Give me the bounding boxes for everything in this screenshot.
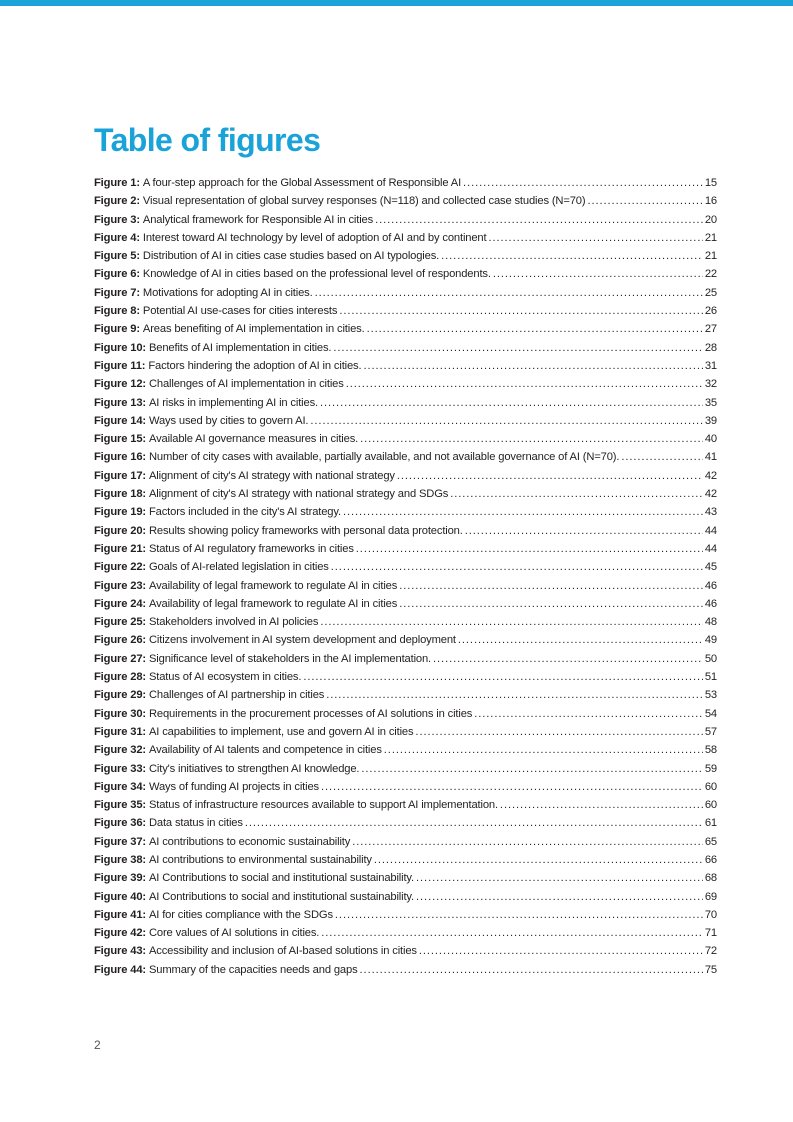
- figure-caption: Challenges of AI partnership in cities: [148, 689, 325, 702]
- figure-label: Figure 6:: [94, 268, 140, 281]
- toc-entry[interactable]: [94, 796, 717, 814]
- dot-leader: [346, 375, 703, 393]
- dot-leader: [450, 485, 703, 503]
- figure-label: Figure 17:: [94, 469, 146, 482]
- figure-caption: AI Contributions to social and institutional sustainability.: [148, 872, 415, 885]
- dot-leader: [416, 869, 703, 887]
- figure-label: Figure 37:: [94, 835, 146, 848]
- dot-leader: [356, 540, 703, 558]
- figure-label: Figure 3:: [94, 213, 140, 226]
- figure-caption: Factors hindering the adoption of AI in cities.: [148, 359, 362, 372]
- toc-entry[interactable]: [94, 412, 717, 430]
- figure-caption: Number of city cases with available, partially available, and not available governance of AI (N=70).: [148, 451, 620, 464]
- toc-entry[interactable]: [94, 577, 717, 595]
- figure-caption: A four-step approach for the Global Assessment of Responsible AI: [142, 177, 462, 189]
- dot-leader: [419, 942, 703, 960]
- figure-label: Figure 2:: [94, 195, 140, 208]
- figure-caption: Areas benefiting of AI implementation in cities.: [142, 323, 365, 336]
- figure-caption: Visual representation of global survey responses (N=118) and collected case studies (N=70): [142, 195, 586, 208]
- figure-label: Figure 14:: [94, 414, 146, 427]
- toc-entry[interactable]: [94, 705, 717, 723]
- figure-caption: City's initiatives to strengthen AI knowledge.: [148, 762, 360, 775]
- toc-entry[interactable]: [94, 888, 717, 906]
- figure-caption: Results showing policy frameworks with personal data protection.: [148, 524, 463, 537]
- figure-page-number: 75: [704, 963, 717, 976]
- dot-leader: [367, 320, 703, 338]
- dot-leader: [415, 723, 702, 741]
- dot-leader: [463, 174, 703, 192]
- figure-caption: Summary of the capacities needs and gaps: [148, 963, 358, 976]
- dot-leader: [397, 467, 703, 485]
- top-accent-bar: [0, 0, 793, 6]
- dot-leader: [433, 650, 703, 668]
- figure-label: Figure 18:: [94, 488, 146, 501]
- page-number: 2: [94, 1038, 101, 1052]
- figure-page-number: 65: [704, 835, 717, 848]
- figure-label: Figure 28:: [94, 671, 146, 684]
- figure-label: Figure 20:: [94, 524, 146, 537]
- figure-caption: Significance level of stakeholders in the AI implementation.: [148, 652, 432, 665]
- figure-page-number: 21: [704, 231, 717, 244]
- figure-label: Figure 40:: [94, 890, 146, 903]
- figure-caption: Status of infrastructure resources available to support AI implementation.: [148, 799, 498, 812]
- toc-entry[interactable]: [94, 686, 717, 704]
- figure-caption: AI risks in implementing AI in cities.: [148, 396, 318, 409]
- figure-label: Figure 15:: [94, 433, 146, 446]
- figure-label: Figure 26:: [94, 634, 146, 647]
- dot-leader: [374, 851, 703, 869]
- figure-caption: Available AI governance measures in cities.: [148, 433, 359, 446]
- figure-page-number: 71: [704, 927, 717, 940]
- figure-page-number: 51: [704, 671, 717, 684]
- figure-label: Figure 5:: [94, 250, 140, 263]
- figure-label: Figure 25:: [94, 616, 146, 629]
- figure-caption: Ways of funding AI projects in cities: [148, 780, 319, 793]
- figure-caption: Benefits of AI implementation in cities.: [148, 341, 332, 354]
- figure-page-number: 66: [704, 853, 717, 866]
- toc-entry[interactable]: [94, 869, 717, 887]
- figure-caption: Challenges of AI implementation in cities: [148, 378, 344, 391]
- dot-leader: [326, 686, 703, 704]
- figure-page-number: 49: [704, 634, 717, 647]
- figure-caption: Alignment of city's AI strategy with national strategy and SDGs: [148, 488, 449, 501]
- figure-label: Figure 30:: [94, 707, 146, 720]
- toc-entry[interactable]: [94, 430, 717, 448]
- figure-caption: Availability of legal framework to regulate AI in cities: [148, 597, 398, 610]
- figure-label: Figure 36:: [94, 817, 146, 830]
- toc-entry[interactable]: [94, 503, 717, 521]
- toc-entry[interactable]: [94, 741, 717, 759]
- dot-leader: [331, 558, 703, 576]
- figure-page-number: 42: [704, 488, 717, 501]
- dot-leader: [320, 613, 703, 631]
- dot-leader: [416, 888, 703, 906]
- dot-leader: [465, 522, 703, 540]
- figure-page-number: 44: [704, 542, 717, 555]
- dot-leader: [321, 778, 703, 796]
- figure-label: Figure 9:: [94, 323, 140, 336]
- toc-entry[interactable]: [94, 814, 717, 832]
- dot-leader: [321, 924, 703, 942]
- figure-page-number: 50: [704, 652, 717, 665]
- figure-label: Figure 13:: [94, 396, 146, 409]
- figure-label: Figure 4:: [94, 231, 140, 244]
- figure-caption: Accessibility and inclusion of AI-based solutions in cities: [148, 945, 417, 958]
- toc-entry[interactable]: [94, 320, 717, 338]
- figure-page-number: 20: [704, 213, 717, 226]
- figure-caption: Data status in cities: [148, 817, 243, 830]
- figure-page-number: 69: [704, 890, 717, 903]
- figure-label: Figure 19:: [94, 506, 146, 519]
- figure-label: Figure 39:: [94, 872, 146, 885]
- toc-entry[interactable]: [94, 375, 717, 393]
- toc-entry[interactable]: [94, 778, 717, 796]
- dot-leader: [500, 796, 703, 814]
- toc-entry[interactable]: [94, 668, 717, 686]
- figure-caption: AI contributions to environmental sustainability: [148, 853, 372, 866]
- figure-caption: Analytical framework for Responsible AI in cities: [142, 213, 374, 226]
- figure-label: Figure 29:: [94, 689, 146, 702]
- figure-page-number: 48: [704, 616, 717, 629]
- figure-page-number: 46: [704, 597, 717, 610]
- figure-caption: Goals of AI-related legislation in cities: [148, 561, 329, 574]
- figure-label: Figure 32:: [94, 744, 146, 757]
- figure-label: Figure 12:: [94, 378, 146, 391]
- figure-page-number: 60: [704, 780, 717, 793]
- figure-page-number: 72: [704, 945, 717, 958]
- figure-page-number: 54: [704, 707, 717, 720]
- toc-entry[interactable]: [94, 760, 717, 778]
- figure-caption: Distribution of AI in cities case studies based on AI typologies.: [142, 250, 440, 263]
- dot-leader: [303, 668, 703, 686]
- toc-entry[interactable]: [94, 961, 717, 979]
- dot-leader: [363, 357, 702, 375]
- dot-leader: [493, 265, 703, 283]
- dot-leader: [488, 229, 702, 247]
- figure-label: Figure 21:: [94, 542, 146, 555]
- figure-page-number: 41: [704, 451, 717, 464]
- figure-label: Figure 38:: [94, 853, 146, 866]
- toc-entry[interactable]: [94, 723, 717, 741]
- toc-entry[interactable]: [94, 924, 717, 942]
- toc-entry[interactable]: [94, 631, 717, 649]
- figure-caption: Potential AI use-cases for cities interests: [142, 305, 338, 318]
- figure-caption: Availability of AI talents and competence in cities: [148, 744, 382, 757]
- dot-leader: [375, 211, 703, 229]
- dot-leader: [245, 814, 703, 832]
- figure-page-number: 68: [704, 872, 717, 885]
- figure-page-number: 45: [704, 561, 717, 574]
- dot-leader: [333, 339, 702, 357]
- toc-entry[interactable]: [94, 192, 717, 210]
- figure-caption: Status of AI regulatory frameworks in cities: [148, 542, 354, 555]
- figure-page-number: 39: [704, 414, 717, 427]
- dot-leader: [458, 631, 703, 649]
- figure-label: Figure 35:: [94, 799, 146, 812]
- figure-page-number: 31: [704, 359, 717, 372]
- page-title: Table of figures: [94, 122, 321, 158]
- figure-page-number: 43: [704, 506, 717, 519]
- toc-entry[interactable]: [94, 485, 717, 503]
- toc-entry[interactable]: [94, 906, 717, 924]
- table-of-figures-list: [94, 174, 717, 979]
- figure-label: Figure 27:: [94, 652, 146, 665]
- figure-caption: Ways used by cities to govern AI.: [148, 414, 309, 427]
- dot-leader: [399, 577, 703, 595]
- toc-entry[interactable]: [94, 394, 717, 412]
- dot-leader: [399, 595, 703, 613]
- figure-label: Figure 23:: [94, 579, 146, 592]
- figure-label: Figure 1:: [94, 177, 140, 189]
- toc-entry[interactable]: [94, 467, 717, 485]
- figure-page-number: 28: [704, 341, 717, 354]
- figure-page-number: 42: [704, 469, 717, 482]
- figure-caption: Knowledge of AI in cities based on the professional level of respondents.: [142, 268, 491, 281]
- toc-entry[interactable]: [94, 522, 717, 540]
- dot-leader: [384, 741, 703, 759]
- figure-label: Figure 22:: [94, 561, 146, 574]
- toc-entry[interactable]: [94, 247, 717, 265]
- figure-page-number: 22: [704, 268, 717, 281]
- figure-page-number: 32: [704, 378, 717, 391]
- toc-entry[interactable]: [94, 558, 717, 576]
- toc-entry[interactable]: [94, 613, 717, 631]
- dot-leader: [621, 448, 703, 466]
- toc-entry[interactable]: [94, 339, 717, 357]
- toc-entry[interactable]: [94, 174, 717, 192]
- dot-leader: [360, 430, 703, 448]
- figure-label: Figure 31:: [94, 725, 146, 738]
- figure-caption: Core values of AI solutions in cities.: [148, 927, 320, 940]
- dot-leader: [352, 833, 703, 851]
- dot-leader: [441, 247, 703, 265]
- figure-label: Figure 44:: [94, 963, 146, 976]
- figure-page-number: 25: [704, 286, 717, 299]
- toc-entry[interactable]: [94, 942, 717, 960]
- figure-page-number: 21: [704, 250, 717, 263]
- toc-entry[interactable]: [94, 211, 717, 229]
- figure-page-number: 61: [704, 817, 717, 830]
- figure-page-number: 35: [704, 396, 717, 409]
- figure-caption: Citizens involvement in AI system development and deployment: [148, 634, 456, 647]
- dot-leader: [587, 192, 702, 210]
- figure-label: Figure 11:: [94, 359, 146, 372]
- figure-caption: Stakeholders involved in AI policies: [148, 616, 319, 629]
- toc-entry[interactable]: [94, 851, 717, 869]
- figure-caption: Factors included in the city's AI strategy.: [148, 506, 341, 519]
- dot-leader: [474, 705, 703, 723]
- figure-page-number: 70: [704, 908, 717, 921]
- dot-leader: [361, 760, 702, 778]
- figure-label: Figure 34:: [94, 780, 146, 793]
- dot-leader: [310, 412, 702, 430]
- toc-entry[interactable]: [94, 302, 717, 320]
- dot-leader: [360, 961, 703, 979]
- figure-label: Figure 7:: [94, 286, 140, 299]
- figure-label: Figure 33:: [94, 762, 146, 775]
- toc-entry[interactable]: [94, 284, 717, 302]
- toc-entry[interactable]: [94, 448, 717, 466]
- figure-label: Figure 24:: [94, 597, 146, 610]
- figure-caption: Status of AI ecosystem in cities.: [148, 671, 302, 684]
- toc-entry[interactable]: [94, 357, 717, 375]
- figure-page-number: 58: [704, 744, 717, 757]
- figure-page-number: 16: [704, 195, 717, 208]
- figure-page-number: 60: [704, 799, 717, 812]
- figure-caption: Requirements in the procurement processes of AI solutions in cities: [148, 707, 473, 720]
- toc-entry[interactable]: [94, 650, 717, 668]
- toc-entry[interactable]: [94, 229, 717, 247]
- toc-entry[interactable]: [94, 540, 717, 558]
- figure-page-number: 27: [704, 323, 717, 336]
- figure-label: Figure 8:: [94, 305, 140, 318]
- figure-page-number: 26: [704, 305, 717, 318]
- toc-entry[interactable]: [94, 595, 717, 613]
- figure-caption: Interest toward AI technology by level of adoption of AI and by continent: [142, 231, 487, 244]
- dot-leader: [315, 284, 703, 302]
- figure-caption: AI contributions to economic sustainability: [148, 835, 351, 848]
- dot-leader: [335, 906, 703, 924]
- figure-page-number: 59: [704, 762, 717, 775]
- figure-page-number: 44: [704, 524, 717, 537]
- figure-caption: AI capabilities to implement, use and govern AI in cities: [148, 725, 414, 738]
- figure-caption: Alignment of city's AI strategy with national strategy: [148, 469, 395, 482]
- figure-page-number: 40: [704, 433, 717, 446]
- toc-entry[interactable]: [94, 265, 717, 283]
- figure-caption: Motivations for adopting AI in cities.: [142, 286, 313, 299]
- figure-caption: Availability of legal framework to regulate AI in cities: [148, 579, 398, 592]
- figure-label: Figure 43:: [94, 945, 146, 958]
- figure-caption: AI for cities compliance with the SDGs: [148, 908, 333, 921]
- figure-page-number: 57: [704, 725, 717, 738]
- figure-label: Figure 42:: [94, 927, 146, 940]
- dot-leader: [320, 394, 703, 412]
- dot-leader: [339, 302, 703, 320]
- toc-entry[interactable]: [94, 833, 717, 851]
- figure-page-number: 15: [704, 177, 717, 189]
- figure-label: Figure 41:: [94, 908, 146, 921]
- figure-page-number: 53: [704, 689, 717, 702]
- dot-leader: [343, 503, 703, 521]
- figure-page-number: 46: [704, 579, 717, 592]
- figure-caption: AI Contributions to social and institutional sustainability.: [148, 890, 415, 903]
- figure-label: Figure 16:: [94, 451, 146, 464]
- figure-label: Figure 10:: [94, 341, 146, 354]
